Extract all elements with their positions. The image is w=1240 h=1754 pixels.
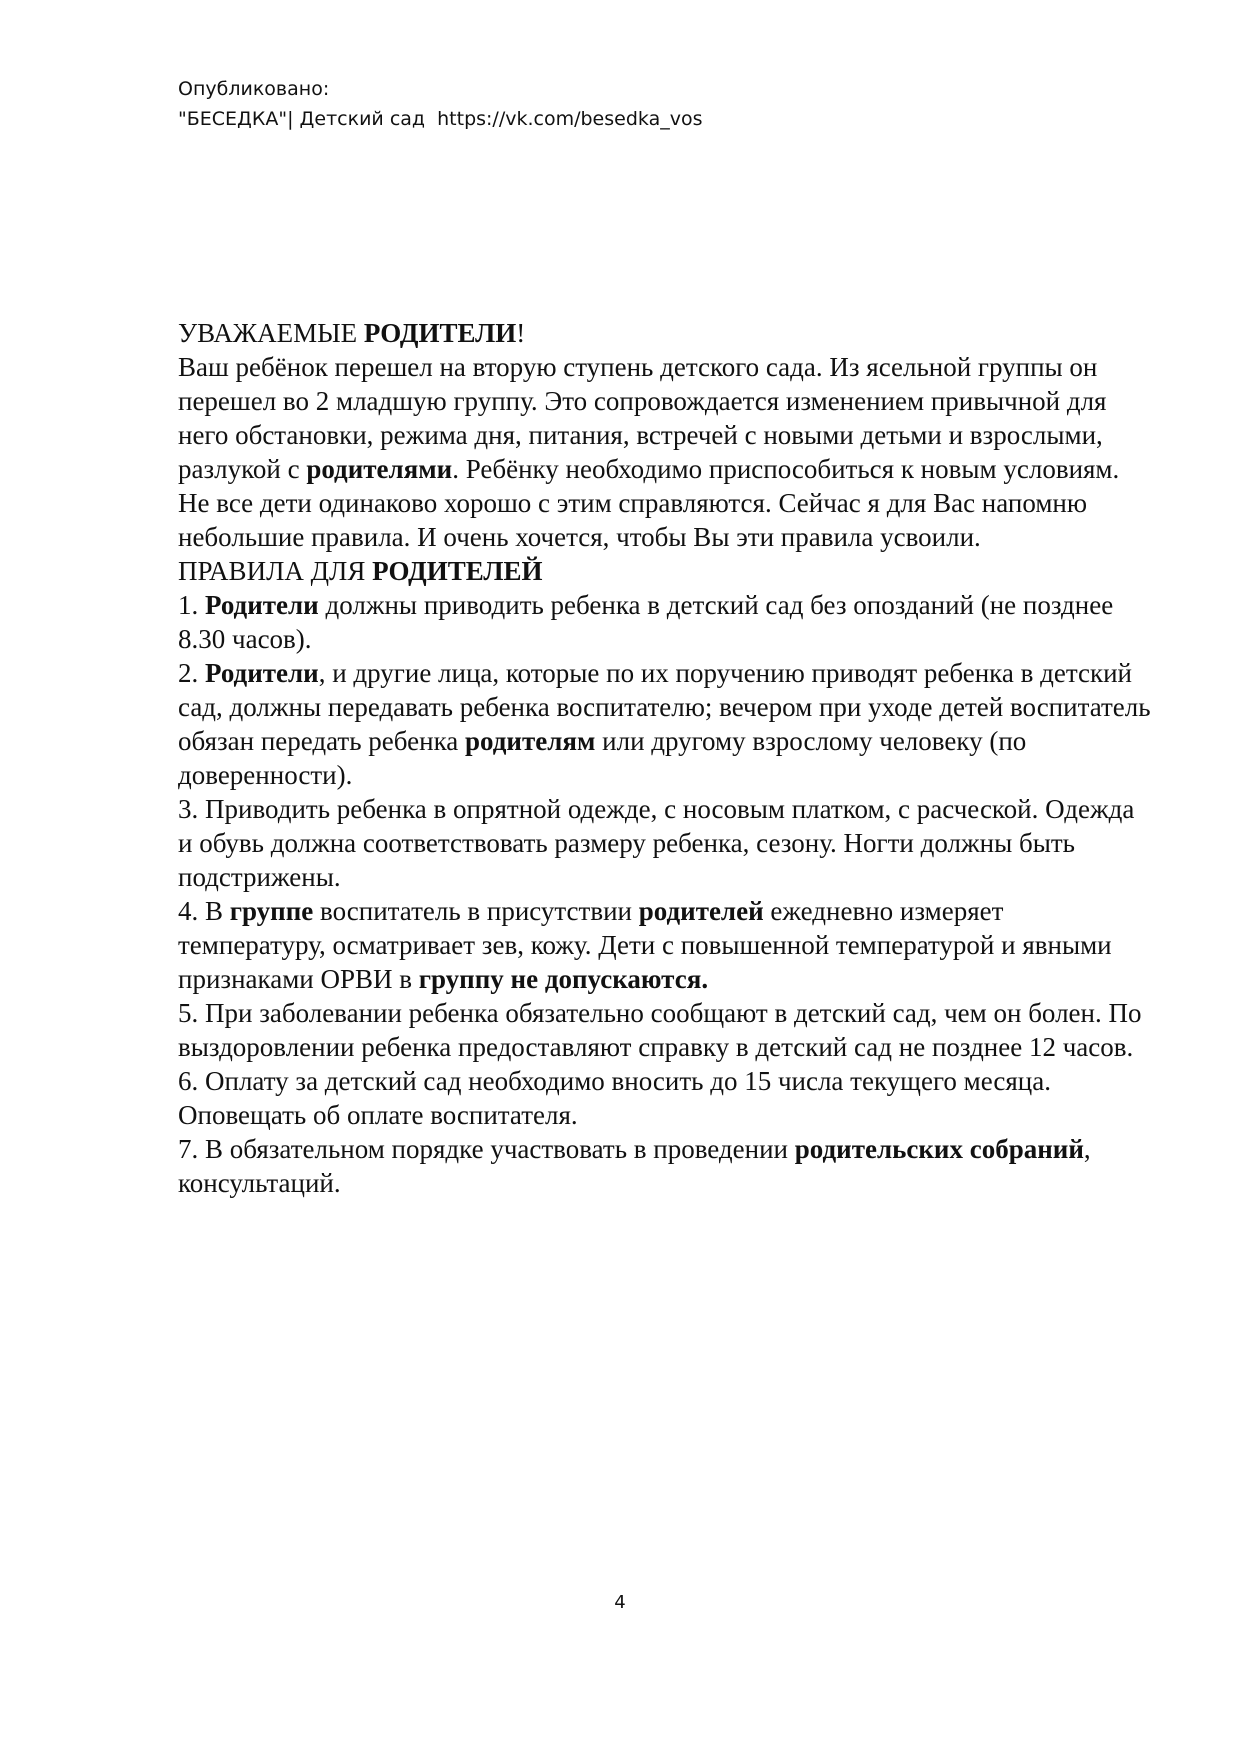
document-body: [178, 316, 1153, 1200]
rule-7-bold: родительских собраний: [794, 1134, 1084, 1164]
rule-2-text-2: или другому взрослому человеку (по доверенности).: [178, 726, 1027, 790]
rule-5: 5. При заболевании ребенка обязательно сообщают в детский сад, чем он болен. По выздоровлении ребенка предоставляют справку в детский сад не позднее 12 часов.: [178, 998, 1142, 1062]
intro-paragraph: [178, 350, 1153, 554]
rule-1-text: должны приводить ребенка в детский сад без опозданий (не позднее 8.30 часов).: [178, 590, 1114, 654]
rule-2-number: 2.: [178, 658, 205, 688]
intro-text-1: Ваш ребёнок перешел на вторую ступень детского сада. Из ясельной группы он перешел во 2 младшую группу. Это сопровождается изменением привычной для него обстановки, режима дня, питания, встречей с новыми детьми и взрослыми, разлукой с: [178, 352, 1107, 484]
rule-7: [178, 1132, 1153, 1200]
greeting-heading: [178, 316, 1153, 350]
header-source-line: "БЕСЕДКА"| Детский сад https://vk.com/besedka_vos: [178, 108, 703, 130]
rule-1-bold: Родители: [205, 590, 319, 620]
rule-7-text-1: , консультаций.: [178, 1134, 1091, 1198]
rule-4-text-1: воспитатель в присутствии: [313, 896, 639, 926]
rule-6: 6. Оплату за детский сад необходимо вносить до 15 числа текущего месяца. Оповещать об оплате воспитателя.: [178, 1066, 1051, 1130]
rules-heading-bold: РОДИТЕЛЕЙ: [372, 556, 543, 586]
greeting-heading-text: УВАЖАЕМЫЕ: [178, 318, 364, 348]
rule-4-bold-1: группе: [229, 896, 314, 926]
rule-2-bold-1: Родители: [205, 658, 319, 688]
publication-header: [178, 74, 702, 134]
rule-7-text-0: 7. В обязательном порядке участвовать в проведении: [178, 1134, 795, 1164]
rule-1: [178, 588, 1153, 656]
rule-4-text-3: .: [701, 964, 709, 994]
rule-2-bold-2: родителям: [465, 726, 596, 756]
page-number: 4: [614, 1592, 626, 1613]
header-published-label: Опубликовано:: [178, 78, 330, 100]
rule-2-text-1: , и другие лица, которые по их поручению приводят ребенка в детский сад, должны передавать ребенка воспитателю; вечером при уходе детей воспитатель обязан передать ребенка: [178, 658, 1151, 756]
rules-heading: [178, 554, 1153, 588]
greeting-heading-bold: РОДИТЕЛИ: [363, 318, 517, 348]
rule-4-bold-2: родителей: [638, 896, 764, 926]
rule-4-text-2: ежедневно измеряет температуру, осматривает зев, кожу. Дети с повышенной температурой и явными признаками ОРВИ в: [178, 896, 1112, 994]
rule-2: [178, 656, 1153, 792]
rule-4-text-0: 4. В: [178, 896, 230, 926]
rules-heading-text: ПРАВИЛА ДЛЯ: [178, 556, 373, 586]
rule-1-number: 1.: [178, 590, 205, 620]
rule-4-bold-3: группу не допускаются: [418, 964, 702, 994]
rule-4: [178, 894, 1153, 996]
rule-3: 3. Приводить ребенка в опрятной одежде, с носовым платком, с расческой. Одежда и обувь должна соответствовать размеру ребенка, сезону. Ногти должны быть подстрижены.: [178, 794, 1135, 892]
intro-bold-1: родителями: [306, 454, 453, 484]
greeting-heading-punct: !: [516, 318, 526, 348]
intro-text-2: . Ребёнку необходимо приспособиться к новым условиям. Не все дети одинаково хорошо с этим справляются. Сейчас я для Вас напомню небольшие правила. И очень хочется, чтобы Вы эти правила усвоили.: [178, 454, 1120, 552]
